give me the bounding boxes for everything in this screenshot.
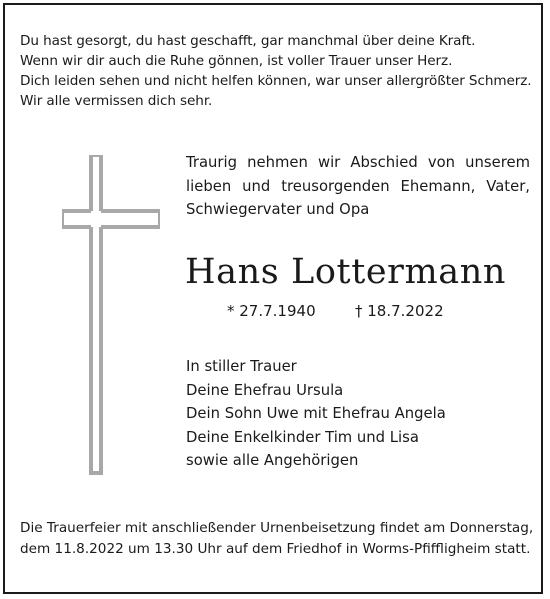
- poem: [20, 31, 530, 111]
- poem-line: Du hast gesorgt, du hast geschafft, gar manchmal über deine Kraft.: [20, 33, 476, 49]
- deceased-name: Hans Lottermann: [185, 252, 507, 292]
- mourner-line: sowie alle Angehörigen: [186, 452, 359, 469]
- birth-date: * 27.7.1940: [227, 302, 316, 320]
- mourner-line: In stiller Trauer: [186, 358, 297, 375]
- funeral-notice: [20, 518, 534, 560]
- poem-line: Wenn wir dir auch die Ruhe gönnen, ist voller Trauer unser Herz.: [20, 53, 453, 69]
- death-date: † 18.7.2022: [355, 302, 444, 320]
- poem-line: Wir alle vermissen dich sehr.: [20, 93, 213, 109]
- intro-line: Traurig nehmen wir Abschied von unserem: [186, 154, 530, 171]
- mourners-list: [186, 355, 446, 473]
- intro-line: Schwiegervater und Opa: [186, 201, 370, 218]
- poem-line: Dich leiden sehen und nicht helfen können, war unser allergrößter Schmerz.: [20, 73, 532, 89]
- intro-text: [186, 151, 530, 222]
- mourner-line: Deine Ehefrau Ursula: [186, 381, 344, 399]
- funeral-line: dem 11.8.2022 um 13.30 Uhr auf dem Friedhof in Worms-Pfiffligheim statt.: [20, 541, 531, 557]
- intro-line: lieben und treusorgenden Ehemann, Vater,: [186, 177, 530, 195]
- mourner-line: Dein Sohn Uwe mit Ehefrau Angela: [186, 405, 446, 422]
- funeral-line: Die Trauerfeier mit anschließender Urnenbeisetzung findet am Donnerstag,: [20, 520, 534, 536]
- cross-icon: [62, 155, 160, 475]
- mourner-line: Deine Enkelkinder Tim und Lisa: [186, 428, 419, 446]
